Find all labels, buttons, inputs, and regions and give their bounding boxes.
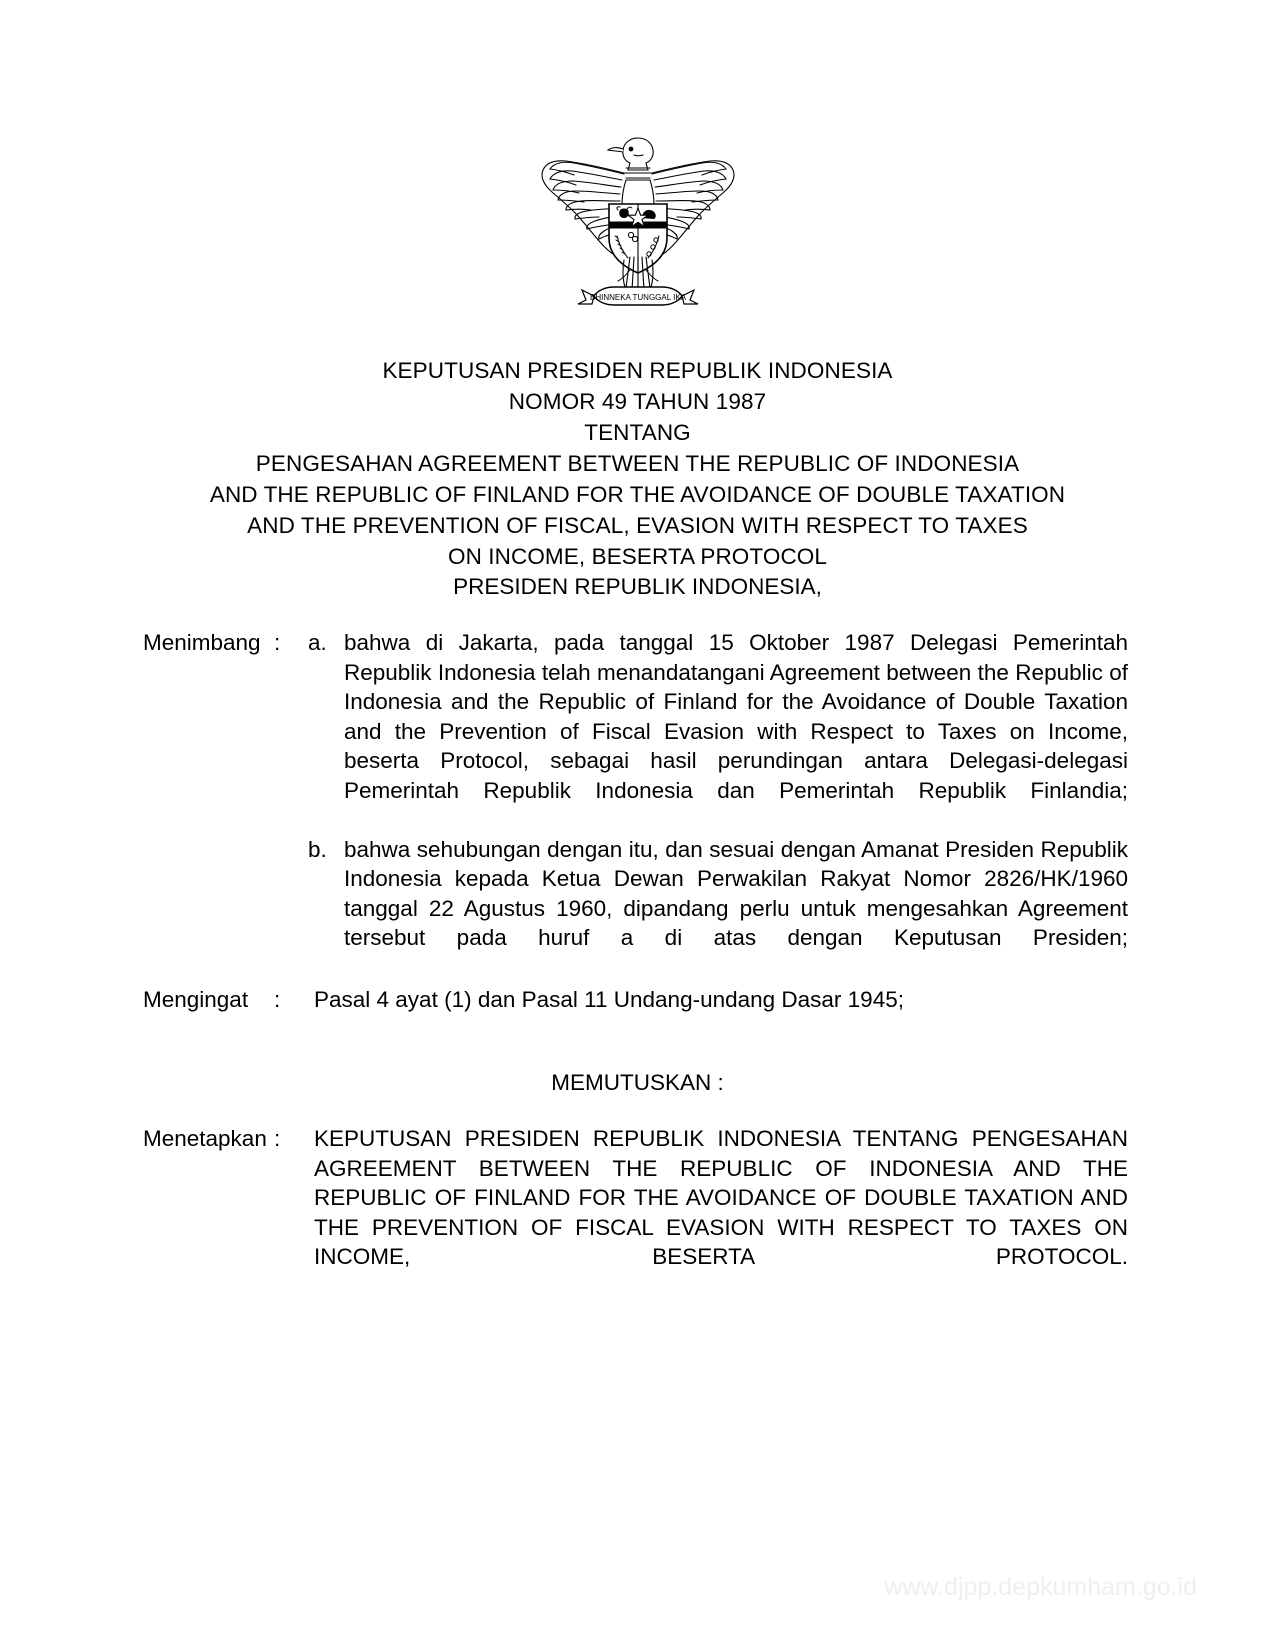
clause-menetapkan-colon: : (274, 1126, 281, 1151)
list-item-text-b: bahwa sehubungan dengan itu, dan sesuai dengan Amanat Presiden Republik Indonesia kepada Ketua Dewan Perwakilan Rakyat Nomor 2826/HK/1960 tanggal 22 Agustus 1960, dipandang perlu untuk mengesahkan Agreement tersebut pada huruf a di atas dengan Keputusan Presiden; (344, 836, 1128, 950)
garuda-pancasila-emblem (538, 130, 738, 325)
emblem-motto-text: BHINNEKA TUNGGAL IKA (589, 293, 686, 302)
document-title-block (100, 355, 1175, 572)
memutuskan-heading: MEMUTUSKAN : (551, 1070, 724, 1095)
list-item-marker-b: b. (308, 836, 327, 862)
title-line-5: AND THE REPUBLIC OF FINLAND FOR THE AVOIDANCE OF DOUBLE TAXATION (209, 482, 1066, 507)
title-line-3: TENTANG (584, 420, 691, 445)
title-line-7: ON INCOME, BESERTA PROTOCOL (447, 544, 828, 569)
clause-menetapkan (143, 1124, 1128, 1301)
clause-mengingat-label: Mengingat (143, 987, 249, 1012)
clause-mengingat (143, 985, 1128, 1015)
clause-menetapkan-body (308, 1124, 1128, 1301)
list-item (308, 628, 1128, 835)
title-line-6: AND THE PREVENTION OF FISCAL, EVASION WITH RESPECT TO TAXES (247, 513, 1028, 538)
list-item-marker-a: a. (308, 630, 327, 655)
emblem-container (0, 130, 1275, 330)
clause-mengingat-body (308, 985, 1128, 1015)
list-item (308, 835, 1128, 983)
title-line-1: KEPUTUSAN PRESIDEN REPUBLIK INDONESIA (382, 358, 893, 383)
title-line-4: PENGESAHAN AGREEMENT BETWEEN THE REPUBLIC OF INDONESIA (255, 451, 1020, 476)
footer-watermark: www.djpp.depkumham.go.id (884, 1573, 1197, 1601)
clause-menetapkan-text: KEPUTUSAN PRESIDEN REPUBLIK INDONESIA TENTANG PENGESAHAN AGREEMENT BETWEEN THE REPUBLIC OF INDONESIA AND THE REPUBLIC OF FINLAND FOR THE AVOIDANCE OF DOUBLE TAXATION AND THE PREVENTION OF FISCAL EVASION WITH RESPECT TO TAXES ON INCOME, BESERTA PROTOCOL. (314, 1126, 1128, 1269)
clause-mengingat-colon: : (274, 987, 281, 1012)
clause-menimbang (143, 628, 1128, 982)
document-subject: PRESIDEN REPUBLIK INDONESIA, (453, 574, 822, 599)
list-item-text-a: bahwa di Jakarta, pada tanggal 15 Oktober 1987 Delegasi Pemerintah Republik Indonesia telah menandatangani Agreement between the Republic of Indonesia and the Republic of Finland for the Avoidance of Double Taxation and the Prevention of Fiscal Evasion with Respect to Taxes on Income, beserta Protocol, sebagai hasil perundingan antara Delegasi-delegasi Pemerintah Republik Indonesia dan Pemerintah Republik Finlandia; (344, 630, 1128, 803)
clause-menetapkan-label: Menetapkan (143, 1126, 267, 1151)
clause-mengingat-text: Pasal 4 ayat (1) dan Pasal 11 Undang-undang Dasar 1945; (314, 987, 904, 1012)
clause-menimbang-body (308, 628, 1128, 982)
clause-menimbang-label: Menimbang (143, 630, 261, 655)
title-line-2: NOMOR 49 TAHUN 1987 (508, 389, 767, 414)
clause-menimbang-colon: : (274, 630, 281, 655)
